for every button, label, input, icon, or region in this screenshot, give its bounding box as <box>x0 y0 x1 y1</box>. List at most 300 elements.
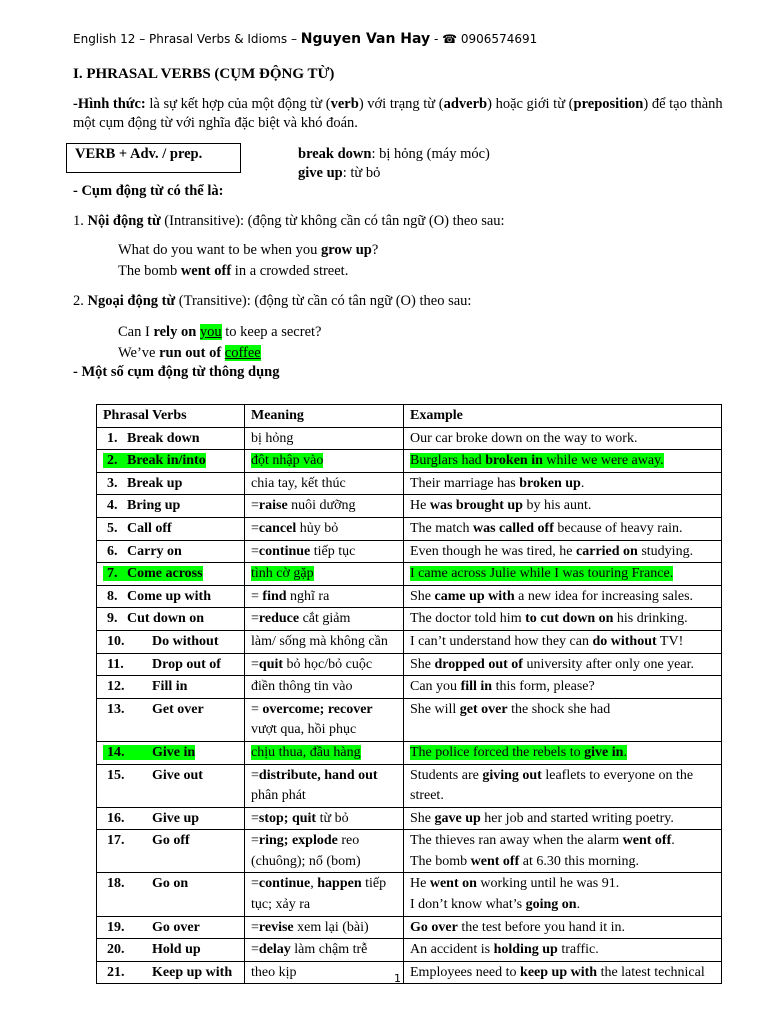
cell-fragment: = <box>251 543 259 559</box>
sentence-text: in a crowded street. <box>231 263 349 279</box>
cell-fragment: She will <box>410 701 460 717</box>
cell-text <box>251 811 349 826</box>
form-text: ) hoặc giới từ ( <box>487 96 574 112</box>
cell-text <box>103 498 180 513</box>
cell-text <box>103 833 190 848</box>
meaning-cell <box>245 676 404 699</box>
intransitive-heading <box>73 213 505 230</box>
transitive-heading <box>73 293 471 310</box>
cell-text <box>103 566 203 581</box>
phrasal-verb-cell <box>97 653 245 676</box>
cell-text <box>251 589 329 604</box>
cell-fragment: bỏ học/bỏ cuộc <box>283 656 373 672</box>
cell-fragment: tiếp tục <box>310 543 356 559</box>
cell-fragment: Their marriage has <box>410 475 520 491</box>
form-text: ) với trạng từ ( <box>358 96 444 112</box>
cell-text <box>251 876 386 912</box>
phrasal-verb: Go over <box>152 919 200 935</box>
form-definition <box>73 95 723 133</box>
meaning-cell <box>245 830 404 873</box>
bold-term: stop; quit <box>258 810 317 826</box>
row-number: 9. <box>107 611 118 627</box>
cell-text <box>410 611 688 626</box>
cell-fragment: Burglars had <box>410 453 486 469</box>
page-header <box>73 31 537 47</box>
cell-fragment: the shock she had <box>507 701 611 717</box>
sentence-verb: grow up <box>320 242 372 258</box>
cell-text <box>103 702 204 717</box>
cell-fragment: tiếp tục; xảy ra <box>251 876 387 913</box>
bold-term: overcome; recover <box>262 701 373 717</box>
cell-text <box>103 589 211 604</box>
example-cell <box>404 495 722 518</box>
author-name: Nguyen Van Hay <box>300 31 431 47</box>
phrasal-verb: Fill in <box>152 679 188 695</box>
cell-fragment: traffic. <box>557 942 599 958</box>
bold-term: ring; explode <box>258 833 338 849</box>
cell-text <box>103 811 199 826</box>
cell-fragment: reo (chuông); nổ (bom) <box>251 833 361 869</box>
cell-fragment: cắt giảm <box>299 611 351 627</box>
cell-text <box>103 611 204 626</box>
form-text: là sự kết hợp của một động từ ( <box>145 96 331 112</box>
cell-text <box>251 634 388 649</box>
cell-fragment: bị hỏng <box>251 430 294 446</box>
cell-fragment: Students are <box>410 767 483 783</box>
bold-term: raise <box>258 498 288 514</box>
meaning-cell <box>245 427 404 450</box>
cell-fragment: the test before you hand it in. <box>457 919 626 935</box>
cell-fragment: The bomb <box>410 853 471 869</box>
example-cell <box>404 807 722 830</box>
bold-term: find <box>262 588 287 604</box>
cell-text <box>251 431 293 446</box>
cell-text <box>251 657 372 672</box>
phrasal-verb-cell <box>97 698 245 741</box>
cell-fragment: nuôi dưỡng <box>287 498 356 514</box>
cell-fragment: = <box>251 833 259 849</box>
phrasal-verb: Come up with <box>127 588 212 604</box>
cell-text <box>410 965 705 980</box>
author-phone: - ☎ 0906574691 <box>430 32 538 46</box>
cell-text <box>103 679 187 694</box>
cell-text <box>251 521 338 536</box>
cell-text <box>410 657 694 672</box>
example-cell <box>404 698 722 741</box>
phrasal-verb: Carry on <box>127 543 182 559</box>
cell-text <box>410 431 637 446</box>
sentence-verb: rely on <box>153 324 197 340</box>
table-row <box>97 698 722 741</box>
phrasal-verb-cell <box>97 741 245 764</box>
bold-term: delay <box>258 942 291 958</box>
phrasal-verb-cell <box>97 630 245 653</box>
row-number: 3. <box>107 475 118 491</box>
cell-text <box>103 521 172 536</box>
cell-fragment: I came across Julie while I was touring France. <box>410 566 674 582</box>
table-row <box>97 916 722 939</box>
cell-text <box>410 589 693 604</box>
bold-term: going on <box>525 897 577 913</box>
sentence-text: What do you want to be when you <box>118 242 321 258</box>
cell-text <box>251 544 355 559</box>
table-row <box>97 764 722 807</box>
cell-fragment: She <box>410 810 435 826</box>
row-number: 6. <box>107 543 118 559</box>
cell-fragment: = <box>251 876 259 892</box>
cell-fragment: her job and started writing poetry. <box>480 810 674 826</box>
cell-text <box>251 476 346 491</box>
bold-term: giving out <box>482 767 542 783</box>
example-break-down <box>298 145 490 164</box>
example-cell <box>404 585 722 608</box>
example-cell <box>404 630 722 653</box>
sentence-text: Can I <box>118 324 154 340</box>
sentence-text: ? <box>371 242 379 258</box>
table-row <box>97 939 722 962</box>
row-number: 7. <box>107 566 118 582</box>
phrasal-verb: Go off <box>152 833 190 849</box>
example-cell <box>404 608 722 631</box>
row-number: 1. <box>107 430 118 446</box>
cell-fragment: . <box>576 897 581 913</box>
cell-fragment: phân phát <box>251 788 306 804</box>
cell-fragment: at 6.30 this morning. <box>519 853 640 869</box>
phrasal-verb: Go on <box>152 876 189 892</box>
cell-fragment: because of heavy rain. <box>553 520 683 536</box>
cell-fragment: An accident is <box>410 942 494 958</box>
cell-fragment: his drinking. <box>613 611 688 627</box>
list-number: 1. <box>73 213 88 229</box>
example-cell <box>404 830 722 873</box>
page-number: 1 <box>394 972 401 985</box>
cell-text <box>103 745 195 760</box>
table-row <box>97 495 722 518</box>
bold-term: went off <box>470 853 520 869</box>
cell-text <box>103 965 232 980</box>
cell-fragment: this form, please? <box>492 679 595 695</box>
row-number: 13. <box>107 701 125 717</box>
cell-fragment: chia tay, kết thúc <box>251 475 346 491</box>
row-number: 20. <box>107 942 125 958</box>
cell-fragment: a new idea for increasing sales. <box>514 588 694 604</box>
example-cell <box>404 741 722 764</box>
cell-fragment: = <box>251 767 259 783</box>
table-row <box>97 630 722 653</box>
bold-term: continue <box>258 876 311 892</box>
highlighted-object: you <box>199 324 222 340</box>
cell-fragment: từ bỏ <box>316 810 349 826</box>
section-title: I. PHRASAL VERBS (CỤM ĐỘNG TỪ) <box>73 66 335 82</box>
phrasal-verb: Break in/into <box>127 453 206 469</box>
form-label: -Hình thức: <box>73 96 146 112</box>
cell-fragment: = <box>251 656 259 672</box>
phrasal-verb: Bring up <box>127 498 181 514</box>
example-term: break down <box>298 146 372 162</box>
header-prefix: English 12 – Phrasal Verbs & Idioms – <box>73 32 301 46</box>
phrasal-verb: Give in <box>152 744 196 760</box>
bold-term: Go over <box>410 919 458 935</box>
row-number: 14. <box>107 744 125 760</box>
cell-fragment: working until he was 91. <box>476 876 620 892</box>
cell-fragment: = <box>251 942 259 958</box>
meaning-cell <box>245 653 404 676</box>
phrasal-verb-cell <box>97 517 245 540</box>
row-number: 18. <box>107 876 125 892</box>
cell-fragment: = <box>251 588 263 604</box>
example-cell <box>404 961 722 984</box>
cell-fragment: university after only one year. <box>522 656 694 672</box>
cell-text <box>410 833 675 869</box>
table-row <box>97 961 722 984</box>
cell-fragment: TV! <box>656 633 684 649</box>
cell-fragment: hủy bỏ <box>296 520 339 536</box>
bold-term: holding up <box>493 942 558 958</box>
form-preposition: preposition <box>573 96 644 112</box>
meaning-cell <box>245 608 404 631</box>
example-cell <box>404 873 722 916</box>
form-text: ) để tạo thành một cụm động từ với nghĩa đặc biệt và khó đoán. <box>73 96 723 131</box>
cell-fragment: Our car broke down on the way to work. <box>410 430 638 446</box>
cell-fragment: by his aunt. <box>522 498 592 514</box>
meaning-cell <box>245 916 404 939</box>
cell-text <box>103 920 200 935</box>
row-number: 4. <box>107 498 118 514</box>
form-adverb: adverb <box>443 96 488 112</box>
cell-fragment: tình cờ gặp <box>251 566 314 582</box>
bold-term: cancel <box>258 520 297 536</box>
cell-text <box>251 833 361 869</box>
example-cell <box>404 916 722 939</box>
phrasal-verb: Keep up with <box>152 964 233 980</box>
bold-term: keep up with <box>520 964 598 980</box>
phrasal-verb-cell <box>97 916 245 939</box>
cell-text <box>251 611 350 626</box>
bold-term: fill in <box>460 679 493 695</box>
intransitive-example-2 <box>118 261 348 282</box>
cell-fragment: He <box>410 876 430 892</box>
example-cell <box>404 472 722 495</box>
table-row <box>97 830 722 873</box>
example-cell <box>404 427 722 450</box>
transitive-example-1 <box>118 322 321 343</box>
phrasal-verb-cell <box>97 472 245 495</box>
cell-text <box>251 702 373 738</box>
meaning-cell <box>245 563 404 586</box>
phrasal-verb: Get over <box>152 701 204 717</box>
row-number: 8. <box>107 588 118 604</box>
phrasal-verb-cell <box>97 495 245 518</box>
cell-text <box>251 745 361 760</box>
intransitive-term: Nội động từ <box>87 213 161 229</box>
cell-fragment: vượt qua, hồi phục <box>251 722 357 738</box>
cell-text <box>410 498 591 513</box>
transitive-term: Ngoại động từ <box>87 293 176 309</box>
cell-fragment: làm/ sống mà không cần <box>251 633 388 649</box>
bold-term: quit <box>258 656 284 672</box>
phrasal-verb-cell <box>97 563 245 586</box>
bold-term: get over <box>459 701 508 717</box>
cell-text <box>103 476 182 491</box>
intransitive-example-1 <box>118 240 378 261</box>
cell-fragment: chịu thua, đầu hàng <box>251 744 361 760</box>
cell-fragment: theo kịp <box>251 964 297 980</box>
phrasal-verb-cell <box>97 676 245 699</box>
transitive-example-2 <box>118 343 261 364</box>
phrasal-verb-cell <box>97 939 245 962</box>
bold-term: broken up <box>519 475 581 491</box>
example-cell <box>404 764 722 807</box>
cell-text <box>103 876 188 891</box>
phrasal-verb-cell <box>97 873 245 916</box>
cell-fragment: làm chậm trễ <box>290 942 368 958</box>
meaning-cell <box>245 698 404 741</box>
phrasal-verb-cell <box>97 427 245 450</box>
bold-term: was called off <box>472 520 554 536</box>
cell-text <box>251 942 367 957</box>
meaning-cell <box>245 585 404 608</box>
meaning-cell <box>245 540 404 563</box>
cell-fragment: nghĩ ra <box>286 588 330 604</box>
cell-fragment: đột nhập vào <box>251 453 324 469</box>
cell-fragment: xem lại (bài) <box>293 919 369 935</box>
bold-term: revise <box>258 919 294 935</box>
cell-fragment: . <box>671 833 675 849</box>
meaning-cell <box>245 764 404 807</box>
cell-fragment: = <box>251 520 259 536</box>
cell-fragment: . <box>580 475 585 491</box>
cell-fragment: = <box>251 919 259 935</box>
cell-fragment: The thieves ran away when the alarm <box>410 833 623 849</box>
cell-fragment: Employees need to <box>410 964 521 980</box>
row-number: 2. <box>107 453 118 469</box>
phrasal-verb-cell <box>97 540 245 563</box>
cell-text <box>251 920 369 935</box>
cell-fragment: She <box>410 588 435 604</box>
cell-fragment: He <box>410 498 430 514</box>
row-number: 21. <box>107 964 125 980</box>
table-row <box>97 563 722 586</box>
cell-text <box>410 544 693 559</box>
cell-text <box>410 476 584 491</box>
table-row <box>97 608 722 631</box>
bold-term: carried on <box>576 543 638 559</box>
example-meaning: : bị hỏng (máy móc) <box>371 146 490 162</box>
column-header: Meaning <box>245 405 404 428</box>
sentence-text: to keep a secret? <box>221 324 322 340</box>
cell-fragment: studying. <box>637 543 694 559</box>
bold-term: dropped out of <box>434 656 523 672</box>
phrasal-verb-cell <box>97 830 245 873</box>
phrasal-verb-cell <box>97 807 245 830</box>
phrasal-verb-cell <box>97 450 245 473</box>
bold-term: distribute, hand out <box>258 767 378 783</box>
phrasal-verb: Break down <box>127 430 200 446</box>
row-number: 19. <box>107 919 125 935</box>
cell-text <box>251 498 356 513</box>
bold-term: was brought up <box>429 498 523 514</box>
example-cell <box>404 563 722 586</box>
phrasal-verb: Call off <box>127 520 172 536</box>
phrasal-verb: Come across <box>127 566 203 582</box>
types-heading: - Cụm động từ có thể là: <box>73 183 224 199</box>
cell-text <box>103 453 206 468</box>
meaning-cell <box>245 517 404 540</box>
column-header: Example <box>404 405 722 428</box>
meaning-cell <box>245 495 404 518</box>
cell-fragment: I don’t know what’s <box>410 897 526 913</box>
meaning-cell <box>245 450 404 473</box>
phrasal-verb-cell <box>97 961 245 984</box>
bold-term: reduce <box>258 611 300 627</box>
intransitive-desc: (Intransitive): (động từ không cần có tân ngữ (O) theo sau: <box>160 213 505 229</box>
bold-term: happen <box>317 876 362 892</box>
table-row <box>97 427 722 450</box>
phrasal-verb: Give up <box>152 810 200 826</box>
cell-text <box>410 634 683 649</box>
sentence-text: We’ve <box>118 345 160 361</box>
meaning-cell <box>245 939 404 962</box>
cell-fragment: = <box>251 810 259 826</box>
meaning-cell <box>245 961 404 984</box>
cell-text <box>251 768 378 804</box>
phrasal-verb: Break up <box>127 475 183 491</box>
cell-fragment: leaflets to everyone on the street. <box>410 767 694 804</box>
phrasal-verb: Drop out of <box>152 656 221 672</box>
cell-text <box>251 965 297 980</box>
table-row <box>97 807 722 830</box>
table-row <box>97 472 722 495</box>
row-number: 12. <box>107 679 125 695</box>
example-cell <box>404 653 722 676</box>
cell-text <box>410 702 610 717</box>
phrasal-verb: Give out <box>152 767 203 783</box>
cell-fragment: I can’t understand how they can <box>410 633 593 649</box>
cell-fragment: , <box>310 876 318 892</box>
example-meaning: : từ bỏ <box>342 165 381 181</box>
cell-text <box>410 768 693 804</box>
cell-text <box>103 942 201 957</box>
cell-text <box>251 679 353 694</box>
cell-fragment: . <box>623 744 627 760</box>
table-header-row <box>97 405 722 428</box>
bold-term: came up with <box>434 588 515 604</box>
cell-fragment: Even though he was tired, he <box>410 543 577 559</box>
table-row <box>97 585 722 608</box>
table-row <box>97 450 722 473</box>
phrasal-verb: Hold up <box>152 942 201 958</box>
common-heading: - Một số cụm động từ thông dụng <box>73 364 280 380</box>
row-number: 5. <box>107 520 118 536</box>
sentence-verb: went off <box>180 263 232 279</box>
meaning-cell <box>245 741 404 764</box>
cell-text <box>410 521 683 536</box>
phrasal-verb: Cut down on <box>127 611 205 627</box>
cell-text <box>103 431 199 446</box>
phrasal-verb: Do without <box>152 633 219 649</box>
row-number: 17. <box>107 833 125 849</box>
cell-text <box>103 544 182 559</box>
column-header: Phrasal Verbs <box>97 405 245 428</box>
meaning-cell <box>245 807 404 830</box>
cell-fragment: The police forced the rebels to <box>410 744 585 760</box>
cell-fragment: while we were away. <box>542 453 664 469</box>
bold-term: do without <box>592 633 657 649</box>
cell-text <box>410 920 625 935</box>
example-term: give up <box>298 165 343 181</box>
table-row <box>97 873 722 916</box>
table-row <box>97 741 722 764</box>
